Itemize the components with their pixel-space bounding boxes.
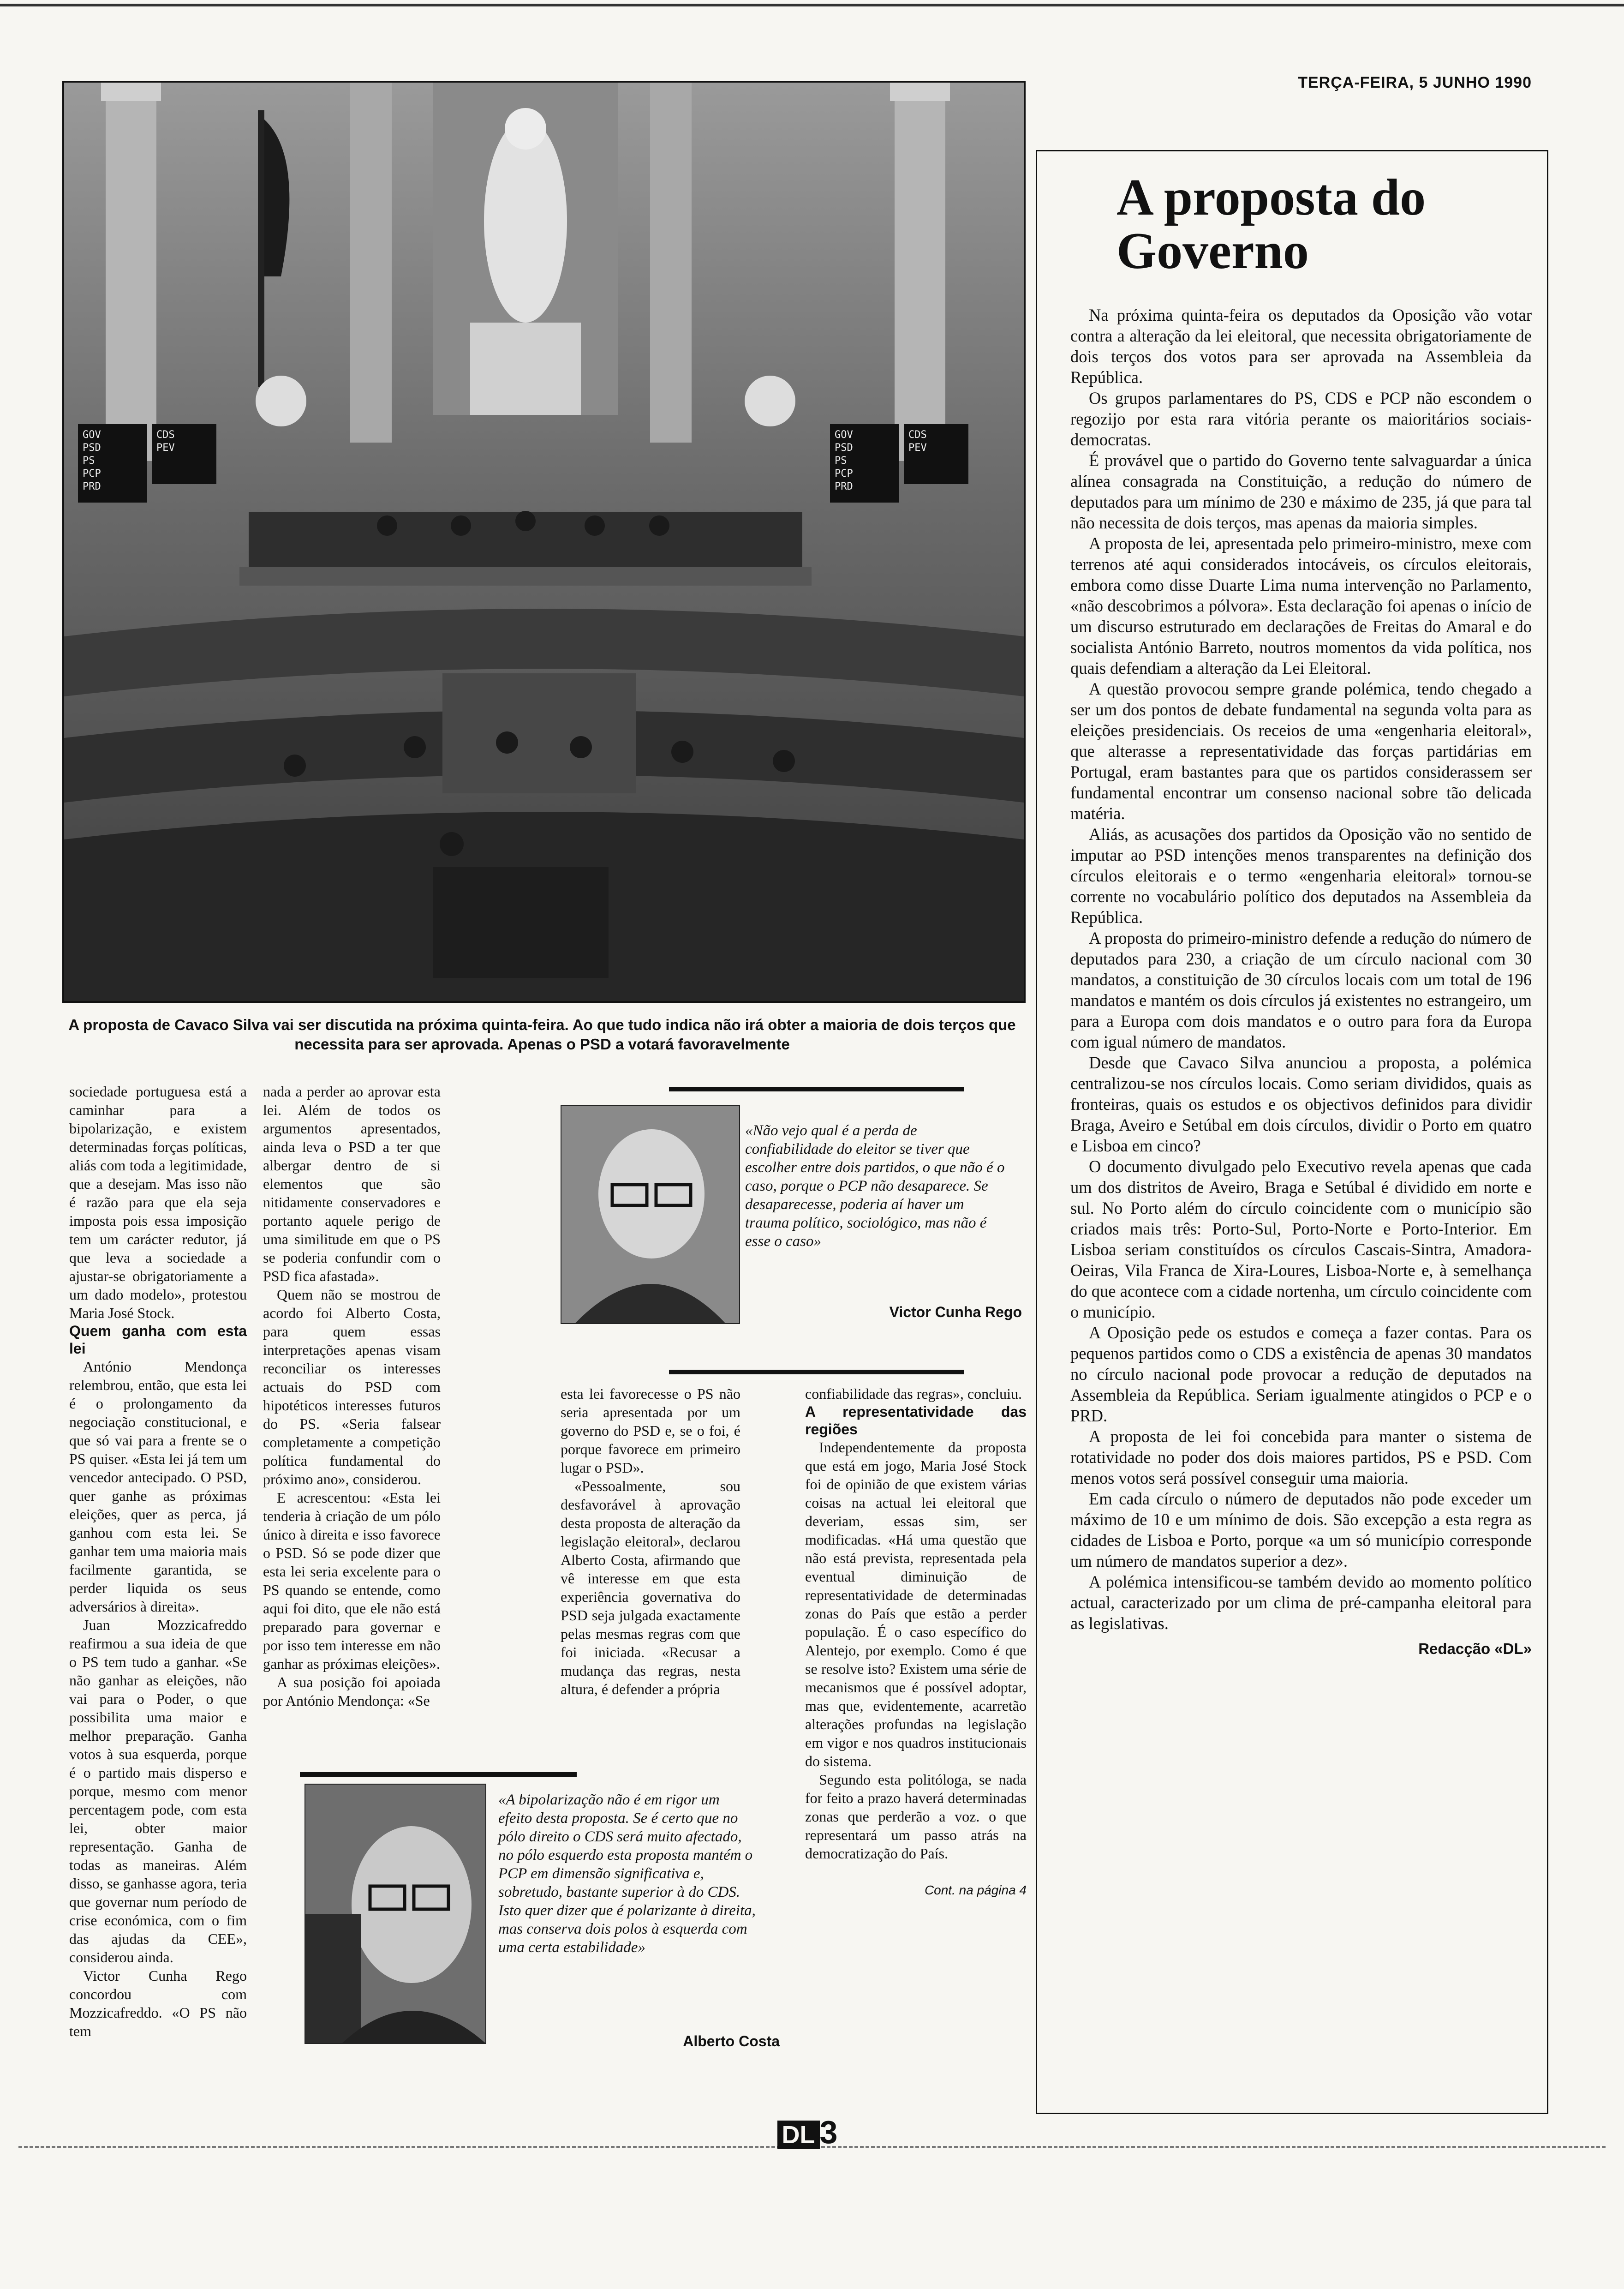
page-number: 3 (819, 2114, 838, 2150)
portrait-drawing (561, 1106, 739, 1323)
top-border-line (0, 4, 1624, 6)
issue-date: TERÇA-FEIRA, 5 JUNHO 1990 (1298, 74, 1532, 91)
column-paragraph: Segundo esta politóloga, se nada for feito a prazo haverá determinadas zonas que perderão a voz. o que representará um passo atrás na democratização do País. (805, 1771, 1027, 1862)
svg-text:CDSPEV: CDS PEV (908, 429, 927, 454)
article-column-3 (561, 1384, 740, 1698)
svg-text:CDSPEV: CDS PEV (156, 429, 175, 454)
article-column-1 (69, 1082, 247, 2040)
sidebar-paragraph: Aliás, as acusações dos partidos da Oposição vão no sentido de imputar ao PSD intenções menos transparentes na definição dos círculos eleitorais e o termo «engenharia eleitoral» tornou-se corrente no vocabulário político dos deputados na Assembleia da República. (1070, 825, 1532, 927)
pull-quote-1-author: Victor Cunha Rego (889, 1304, 1022, 1320)
column-paragraph: «Pessoalmente, sou desfavorável à aprovação desta proposta de alteração da legislação eleitoral», declarou Alberto Costa, afirmando que vê interesse em que esta experiência governativa do PSD seja julgada exactamente pelas mesmas regras com que foi iniciada. «Recusar a mudança das regras, nesta altura, é defender a própria (561, 1478, 740, 1697)
continued-note: Cont. na página 4 (924, 1883, 1027, 1897)
pull-quote-1: «Não vejo qual é a perda de confiabilidade do eleitor se tiver que escolher entre dois partidos, o que não é o caso, porque o PCP não desaparece. Se desaparecesse, poderia aí haver um trauma político, sociológico, mas não é esse o caso» (745, 1122, 1005, 1250)
column-paragraph: António Mendonça relembrou, então, que esta lei é o prolongamento da negociação constitucional, e que só vai para a frente se o PS quiser. «Esta lei já tem um vencedor antecipado. O PSD, quer ganhe as próximas eleições, quer as perca, já ganhou com esta lei. Se ganhar tem uma maioria mais facilmente garantida, se perder liquida os seus adversários à direita». (69, 1358, 247, 1615)
sidebar-paragraph: A questão provocou sempre grande polémica, tendo chegado a ser um dos pontos de debate fundamental na segunda volta para as eleições presidenciais. Os receios de uma «engenharia eleitoral», que alterasse a representatividade das forças partidárias em Portugal, eram bastantes para que os partidos considerassem ser fundamental encontrar um consenso nacional sobre tão delicada matéria. (1070, 679, 1532, 823)
parliament-photo-drawing (64, 83, 1024, 1001)
column-paragraph: Juan Mozzicafreddo reafirmou a sua ideia de que o PS tem tudo a ganhar. «Se não ganhar as eleições, não vai para o Poder, o que possibilita uma maior e melhor preparação. Ganha votos à sua esquerda, porque é o partido mais disperso e porque, mesmo com menor percentagem pode, com esta lei, obter maior representação. Ganha de todas as maneiras. Além disso, se ganhasse agora, teria que governar num período de crise económica, com o fim das ajudas da CEE», considerou ainda. (69, 1617, 247, 1965)
quote-rule-top-2 (300, 1772, 577, 1777)
statue (484, 120, 567, 323)
svg-text:GOV PSD PS P: GOV PSD PS PCP PRD (835, 429, 853, 492)
quote-rule-top (669, 1087, 964, 1091)
pull-quote-2-author: Alberto Costa (683, 2033, 780, 2049)
portrait-alberto-costa (304, 1784, 486, 2044)
column-paragraph: sociedade portuguesa está a caminhar para a bipolarização, e existem determinadas forças políticas, aliás com toda a legitimidade, que a desejam. Mas isso não é razão para que ela seja imposta pois essa imposição tem um carácter redutor, já que leva a sociedade a ajustar-se obrigatoriamente a um dado modelo», protestou Maria José Stock. (69, 1083, 247, 1321)
page-number-block (757, 2114, 858, 2160)
sidebar-paragraph: É provável que o partido do Governo tente salvaguardar a única alínea consagrada na Constituição, a redução do número de deputados para um mínimo de 230 e máximo de 235, já que para tal não necessita de dois terços, mas apenas da maioria simples. (1070, 451, 1532, 532)
column-paragraph: Independentemente da proposta que está em jogo, Maria José Stock foi de opinião de que existem várias coisas na actual lei eleitoral que deveriam, essas sim, ser modificadas. «Há uma questão que não está prevista, representada pela eventual diminuição de representatividade de determinadas zonas do País que estão a perder população. É o caso específico do Alentejo, por exemplo. Como é que se resolve isto? Existem uma série de mecanismos que é possível adoptar, mas que, evidentemente, acarretão alterações profundas na legislação em vigor e nos quadros institucionais do sistema. (805, 1439, 1027, 1769)
sidebar-body (1070, 305, 1532, 1659)
parliament-photo (62, 81, 1026, 1003)
sidebar-paragraph: Na próxima quinta-feira os deputados da Oposição vão votar contra a alteração da lei eleitoral, que necessita obrigatoriamente de dois terços dos votos para ser aprovada na Assembleia da República. (1070, 306, 1532, 387)
sidebar-paragraph: Desde que Cavaco Silva anunciou a proposta, a polémica centralizou-se nos círculos locais. Como seriam divididos, quais as fronteiras, quais os estudos e os objectivos definidos para dividir Braga, Aveiro e Setúbal em dois círculos, dividir o Porto em quatro e Lisboa em cinco? (1070, 1053, 1532, 1155)
column-paragraph: Victor Cunha Rego concordou com Mozzicafreddo. «O PS não tem (69, 1967, 247, 2039)
pull-quote-2: «A bipolarização não é em rigor um efeito desta proposta. Se é certo que no pólo direito o CDS será muito afectado, no pólo esquerdo esta proposta mantém o PCP em dimensão significativa e, sobretudo, bastante superior à do CDS. Isto quer dizer que é polarizante à direita, mas conserva dois polos à esquerda com uma certa estabilidade» (498, 1792, 756, 1956)
sidebar-title: A proposta do Governo (1116, 169, 1426, 280)
svg-text:GOV PSD PS P: GOV PSD PS PCP PRD (83, 429, 101, 492)
photo-caption: A proposta de Cavaco Silva vai ser discutida na próxima quinta-feira. Ao que tudo indica não irá obter a maioria de dois terços que necessita para ser aprovada. Apenas o PSD a votará favoravelmente (68, 1016, 1016, 1053)
portrait-victor-cunha-rego (561, 1105, 740, 1324)
subheading: Quem ganha com esta lei (69, 1323, 247, 1357)
sidebar-paragraph: A proposta do primeiro-ministro defende a redução do número de deputados para 230, a criação de um círculo nacional com 30 mandatos, a constituição de 30 círculos locais com um total de 196 mandatos e mantém os dois círculos já existentes no estrangeiro, um para a Europa com dois mandatos e o outro para fora da Europa com igual número de mandatos. (1070, 929, 1532, 1051)
subheading: A representatividade das regiões (805, 1403, 1027, 1438)
quote-rule-bottom (669, 1370, 964, 1374)
column-paragraph: E acrescentou: «Esta lei tenderia à criação de um pólo único à direita e isso favorece o PSD. Só se pode dizer que esta lei seria excelente para o PS quando se entende, como aqui foi dito, que ele não está preparado para governar e por isso tem interesse em não ganhar as próximas eleições». (263, 1489, 441, 1672)
board-left-line-1: GOV (83, 429, 101, 441)
column-paragraph: nada a perder ao aprovar esta lei. Além de todos os argumentos apresentados, ainda leva o PSD a ter que albergar dentro de si elementos que são nitidamente conservadores e portanto aquele perigo de uma similitude em que o PS se poderia confundir com o PSD fica afastada». (263, 1083, 441, 1284)
sidebar-signature: Redacção «DL» (1418, 1640, 1532, 1657)
sidebar-paragraph: A polémica intensificou-se também devido ao momento político actual, caracterizado por um clima de pré-campanha eleitoral para as legislativas. (1070, 1572, 1532, 1633)
sidebar-paragraph: A proposta de lei, apresentada pelo primeiro-ministro, mexe com terrenos até aqui considerados intocáveis, os círculos eleitorais, embora como disse Duarte Lima numa intervenção no Parlamento, «não descobrimos a pólvora». Esta declaração foi apenas o início de um discurso estruturado em declarações de Freitas do Amaral e do socialista António Barreto, noutros momentos da vida política, nos quais defendiam a alteração da Lei Eleitoral. (1070, 534, 1532, 677)
column-paragraph: A sua posição foi apoiada por António Mendonça: «Se (263, 1674, 441, 1709)
article-column-4 (805, 1384, 1027, 1900)
sidebar-paragraph: Os grupos parlamentares do PS, CDS e PCP não escondem o regozijo por esta rara vitória perante os maioritários sociais-democratas. (1070, 389, 1532, 449)
column-paragraph: confiabilidade das regras», concluiu. (805, 1385, 1022, 1402)
portrait-drawing-2 (305, 1785, 485, 2043)
sidebar-paragraph: A Oposição pede os estudos e começa a fazer contas. Para os pequenos partidos como o CDS a existência de apenas 30 mandatos no círculo nacional pode provocar a redução de deputados na Assembleia da República. Seriam igualmente atingidos o PCP e o PRD. (1070, 1323, 1532, 1425)
dl-logo: DL (777, 2121, 820, 2149)
sidebar-paragraph: A proposta de lei foi concebida para manter o sistema de rotatividade no poder dos dois maiores partidos, PS e PSD. Com menos votos será possível conseguir uma maioria. (1070, 1427, 1532, 1487)
sidebar-paragraph: O documento divulgado pelo Executivo revela apenas que cada um dos distritos de Aveiro, Braga e Setúbal é dividido em norte e sul. No Porto além do círculo coincidente com o município são criados mais três: Porto-Sul, Porto-Norte e Porto-Interior. Em Lisboa seriam constituídos os círculos Cascais-Sintra, Amadora-Oeiras, Vila Franca de Xira-Loures, Lisboa-Norte e, à semelhança do que acontece com a cidade nortenha, um círculo coincidente com o município. (1070, 1157, 1532, 1321)
article-column-2 (263, 1082, 441, 1710)
column-paragraph: Quem não se mostrou de acordo foi Alberto Costa, para quem essas interpretações apenas visam reconciliar os interesses actuais do PSD com hipotéticos interesses futuros do PS. «Seria falsear completamente a competição política fundamental do próximo ano», considerou. (263, 1286, 441, 1487)
sidebar-paragraph: Em cada círculo o número de deputados não pode exceder um máximo de 10 e um mínimo de dois. São excepção a esta regra as cidades de Lisboa e Porto, porque «a um só município corresponde um número de mandatos superior a dez». (1070, 1489, 1532, 1570)
column-paragraph: esta lei favorecesse o PS não seria apresentada por um governo do PSD e, se o foi, é porque favorece em primeiro lugar o PSD». (561, 1385, 740, 1476)
